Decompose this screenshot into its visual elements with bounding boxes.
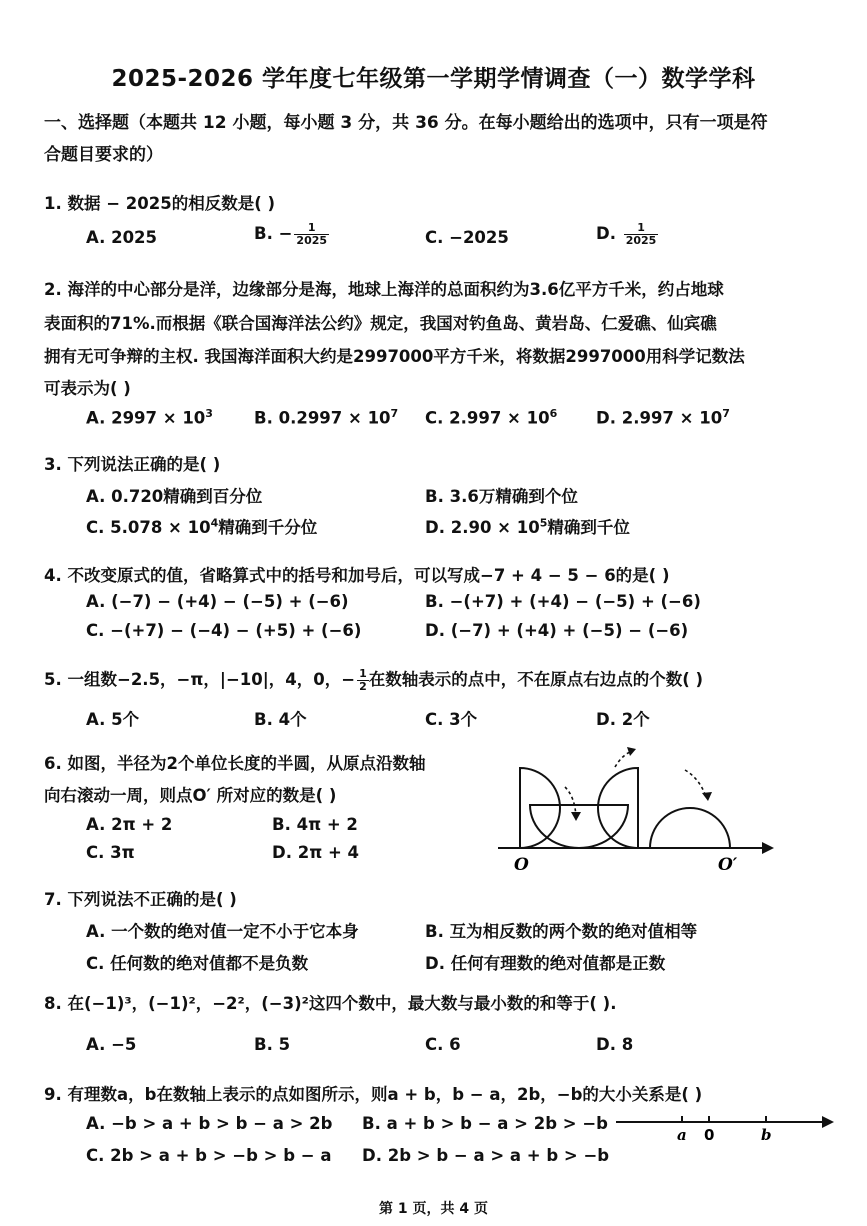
- question-6-option-d: D. 2π + 4: [272, 843, 360, 862]
- question-8-option-a: A. −5: [86, 1035, 137, 1054]
- arrow-head-icon: [822, 1116, 834, 1128]
- question-3-option-d: D. $2.90 \times 10^5$精确到千位: [425, 516, 630, 537]
- question-2-option-d: D. $2.997 \times 10^7$: [596, 407, 730, 428]
- semicircle-end: [650, 808, 730, 848]
- question-6-option-b: B. 4π + 2: [272, 815, 358, 834]
- question-2-line1: 2. 海洋的中心部分是洋，边缘部分是海，地球上海洋的总面积约为3.6亿平方千米，约占地球: [44, 280, 724, 299]
- question-4-option-b: B. −(+7) + (+4) − (−5) + (−6): [425, 592, 701, 611]
- q9-number-line-figure: [612, 1108, 842, 1148]
- rolling-semicircle-figure: [490, 745, 790, 880]
- question-1-option-a: A. 2025: [86, 228, 158, 247]
- label-b: b: [761, 1126, 772, 1144]
- question-1-option-d: D. $\frac{1}{2025}$: [596, 221, 657, 247]
- question-1-option-c: C. −2025: [425, 228, 509, 247]
- question-5-option-b: B. 4个: [254, 710, 307, 729]
- label-o-prime: O′: [718, 855, 738, 875]
- question-5-option-d: D. 2个: [596, 710, 650, 729]
- question-6-option-c: C. 3π: [86, 843, 135, 862]
- question-3-option-c: C. $5.078 \times 10^4$精确到千分位: [86, 516, 318, 537]
- label-origin: O: [514, 855, 529, 875]
- question-8-option-b: B. 5: [254, 1035, 291, 1054]
- fraction: $\frac{1}{2025}$: [296, 221, 328, 247]
- label-a: a: [677, 1126, 687, 1144]
- arrow-head-icon: [702, 792, 712, 801]
- page-title: 2025-2026 学年度七年级第一学期学情调查（一）数学学科: [111, 66, 756, 92]
- question-2-line2: 表面积的71%.而根据《联合国海洋法公约》规定，我国对钓鱼岛、黄岩岛、仁爱礁、仙宾礁: [44, 314, 717, 333]
- question-5-option-c: C. 3个: [425, 710, 478, 729]
- question-8-option-c: C. 6: [425, 1035, 461, 1054]
- question-6-option-a: A. 2π + 2: [86, 815, 173, 834]
- arrow-head-icon: [762, 842, 774, 854]
- semicircle-upright: [598, 768, 638, 848]
- question-7-option-c: C. 任何数的绝对值都不是负数: [86, 954, 309, 973]
- arrow-head-icon: [571, 812, 581, 821]
- question-2-option-a: A. $2997 \times 10^3$: [86, 407, 213, 428]
- fraction: $\frac{1}{2}$: [359, 667, 367, 693]
- question-7-option-a: A. 一个数的绝对值一定不小于它本身: [86, 922, 359, 941]
- question-5-option-a: A. 5个: [86, 710, 140, 729]
- question-4-option-d: D. (−7) + (+4) + (−5) − (−6): [425, 621, 689, 640]
- question-2-line4: 可表示为( ): [44, 379, 131, 398]
- question-9-option-c: C. 2b > a + b > −b > b − a: [86, 1146, 332, 1165]
- question-9-option-a: A. −b > a + b > b − a > 2b: [86, 1114, 333, 1133]
- semicircle-middle: [530, 805, 628, 848]
- question-7-stem: 7. 下列说法不正确的是( ): [44, 890, 237, 909]
- question-4-stem: 4. 不改变原式的值，省略算式中的括号和加号后，可以写成−7 + 4 − 5 − 6的是( ): [44, 566, 670, 585]
- question-3-option-b: B. 3.6万精确到个位: [425, 487, 578, 506]
- question-9-stem: 9. 有理数a，b在数轴上表示的点如图所示，则a + b，b − a，2b，−b的大小关系是( ): [44, 1085, 703, 1104]
- question-2-line3: 拥有无可争辩的主权. 我国海洋面积大约是2997000平方千米，将数据2997000用科学记数法: [44, 347, 745, 366]
- arrow-head-icon: [627, 747, 636, 756]
- question-1-option-b: B. − $\frac{1}{2025}$: [254, 221, 328, 247]
- semicircle-start: [520, 768, 560, 848]
- question-4-option-c: C. −(+7) − (−4) − (+5) + (−6): [86, 621, 362, 640]
- question-9-option-b: B. a + b > b − a > 2b > −b: [362, 1114, 608, 1133]
- section-heading-line2: 合题目要求的）: [44, 145, 163, 165]
- fraction: $\frac{1}{2025}$: [625, 221, 657, 247]
- label-zero: 0: [704, 1126, 715, 1144]
- question-6-line2: 向右滚动一周，则点O′ 所对应的数是( ): [44, 786, 337, 805]
- page-footer: 第 1 页，共 4 页: [379, 1201, 488, 1217]
- question-3-option-a: A. 0.720精确到百分位: [86, 487, 263, 506]
- question-1-stem: 1. 数据 − 2025的相反数是( ): [44, 194, 276, 213]
- question-2-option-b: B. $0.2997 \times 10^7$: [254, 407, 399, 428]
- question-9-option-d: D. 2b > b − a > a + b > −b: [362, 1146, 610, 1165]
- question-7-option-b: B. 互为相反数的两个数的绝对值相等: [425, 922, 698, 941]
- question-8-option-d: D. 8: [596, 1035, 634, 1054]
- question-8-stem: 8. 在(−1)³，(−1)²，−2²，(−3)²这四个数中，最大数与最小数的和等于( ).: [44, 994, 617, 1013]
- question-6-line1: 6. 如图，半径为2个单位长度的半圆，从原点沿数轴: [44, 754, 426, 773]
- question-5-stem: 5. 一组数−2.5，−π，|−10|，4，0，− $\frac{1}{2}$ 在数轴表示的点中，不在原点右边点的个数( ): [44, 667, 704, 693]
- question-2-option-c: C. $2.997 \times 10^6$: [425, 407, 558, 428]
- question-7-option-d: D. 任何有理数的绝对值都是正数: [425, 954, 666, 973]
- question-3-stem: 3. 下列说法正确的是( ): [44, 455, 221, 474]
- question-4-option-a: A. (−7) − (+4) − (−5) + (−6): [86, 592, 349, 611]
- section-heading-line1: 一、选择题（本题共 12 小题，每小题 3 分，共 36 分。在每小题给出的选项中，只有一项是符: [44, 113, 768, 133]
